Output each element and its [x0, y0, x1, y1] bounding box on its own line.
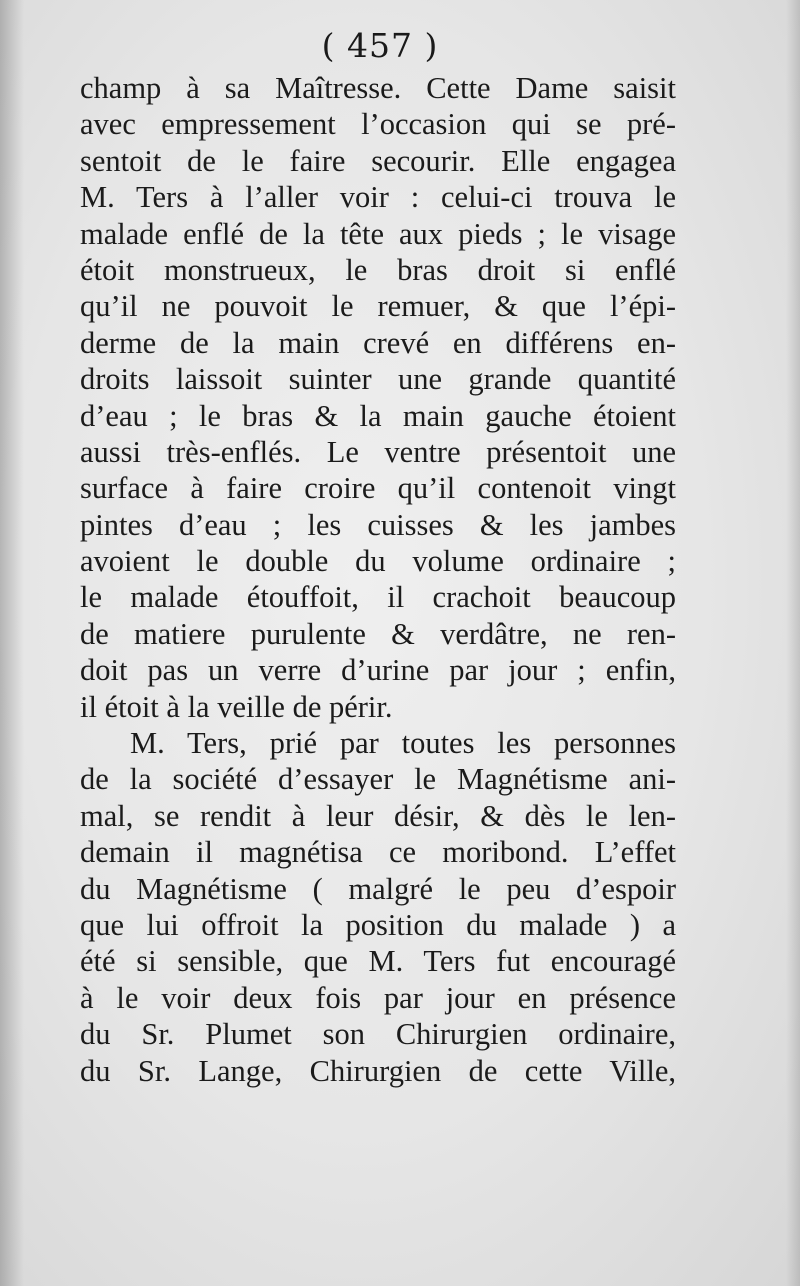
text-line: M. Ters, prié par toutes les personnes — [130, 726, 676, 761]
binding-gutter-shadow — [0, 0, 24, 1286]
text-line: doit pas un verre d’urine par jour ; enfin, — [80, 653, 676, 688]
body-text — [80, 70, 676, 1089]
text-line: droits laissoit suinter une grande quantité — [80, 362, 676, 397]
text-line: étoit monstrueux, le bras droit si enflé — [80, 252, 676, 287]
text-line: le malade étouffoit, il crachoit beaucoup — [80, 580, 676, 615]
text-line: derme de la main crevé en différens en- — [80, 325, 676, 360]
text-line: à le voir deux fois par jour en présence — [80, 980, 676, 1015]
text-line: sentoit de le faire secourir. Elle engagea — [80, 143, 676, 178]
page-number: ( 457 ) — [321, 26, 439, 65]
page-edge-shadow — [786, 0, 800, 1286]
text-line: avoient le double du volume ordinaire ; — [80, 544, 676, 579]
paragraph-2 — [80, 725, 676, 1089]
text-line: qu’il ne pouvoit le remuer, & que l’épi- — [80, 289, 676, 324]
text-line: avec empressement l’occasion qui se pré- — [80, 107, 676, 142]
text-line: de matiere purulente & verdâtre, ne ren- — [80, 616, 676, 651]
text-line: M. Ters à l’aller voir : celui-ci trouva le — [80, 180, 676, 215]
text-line: surface à faire croire qu’il contenoit vingt — [80, 471, 676, 506]
text-line: mal, se rendit à leur désir, & dès le len- — [80, 798, 676, 833]
text-line: champ à sa Maîtresse. Cette Dame saisit — [80, 71, 676, 105]
text-line: de la société d’essayer le Magnétisme ani- — [80, 762, 676, 797]
text-line: du Sr. Lange, Chirurgien de cette Ville, — [80, 1053, 676, 1088]
paragraph-1 — [80, 70, 676, 725]
text-line: du Sr. Plumet son Chirurgien ordinaire, — [80, 1017, 676, 1052]
text-line: malade enflé de la tête aux pieds ; le visage — [80, 216, 676, 251]
text-line: pintes d’eau ; les cuisses & les jambes — [80, 507, 676, 542]
text-line: d’eau ; le bras & la main gauche étoient — [80, 398, 676, 433]
text-line: que lui offroit la position du malade ) a — [80, 907, 676, 942]
text-line: il étoit à la veille de périr. — [80, 689, 393, 724]
text-line: aussi très-enflés. Le ventre présentoit une — [80, 434, 676, 469]
text-line: du Magnétisme ( malgré le peu d’espoir — [80, 871, 676, 906]
text-line: été si sensible, que M. Ters fut encouragé — [80, 944, 676, 979]
text-line: demain il magnétisa ce moribond. L’effet — [80, 835, 676, 870]
